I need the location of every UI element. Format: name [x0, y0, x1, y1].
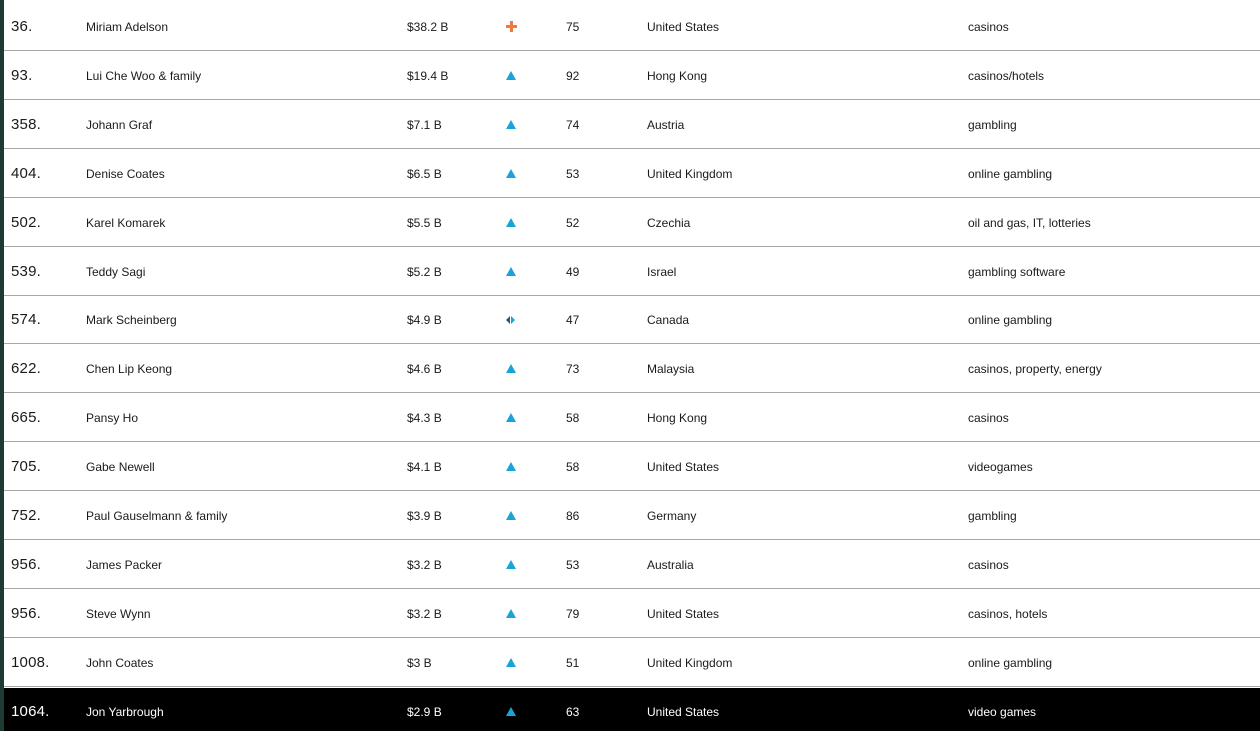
source-cell: casinos/hotels: [968, 69, 1045, 83]
trend-cell: [504, 688, 518, 731]
age-cell: 75: [566, 20, 580, 34]
name-cell: James Packer: [86, 558, 163, 572]
trend-cell: [504, 296, 518, 344]
rank-cell: 93.: [11, 67, 33, 84]
table-row[interactable]: [4, 52, 1260, 100]
country-cell: Canada: [647, 313, 690, 327]
table-row[interactable]: [4, 199, 1260, 247]
source-cell: videogames: [968, 460, 1033, 474]
table-row[interactable]: [4, 150, 1260, 198]
arrow-up-icon: [506, 560, 516, 569]
age-cell: 53: [566, 558, 580, 572]
source-cell: oil and gas, IT, lotteries: [968, 216, 1091, 230]
age-cell: 79: [566, 607, 580, 621]
rank-cell: 956.: [11, 556, 41, 573]
arrow-up-icon: [506, 462, 516, 471]
rank-cell: 622.: [11, 360, 41, 377]
net-worth-cell: $4.6 B: [407, 362, 442, 376]
net-worth-cell: $7.1 B: [407, 118, 442, 132]
name-cell: Miriam Adelson: [86, 20, 169, 34]
unchanged-icon: [506, 315, 516, 325]
trend-cell: [504, 150, 518, 198]
age-cell: 51: [566, 656, 580, 670]
table-row[interactable]: [4, 296, 1260, 344]
name-cell: Paul Gauselmann & family: [86, 509, 228, 523]
name-cell: Gabe Newell: [86, 460, 155, 474]
table-row[interactable]: [4, 639, 1260, 687]
arrow-up-icon: [506, 169, 516, 178]
age-cell: 63: [566, 705, 580, 719]
trend-cell: [504, 394, 518, 442]
rank-cell: 956.: [11, 605, 41, 622]
trend-cell: [504, 590, 518, 638]
name-cell: Jon Yarbrough: [86, 705, 164, 719]
trend-cell: [504, 639, 518, 687]
table-row[interactable]: [4, 688, 1260, 731]
table-row[interactable]: [4, 492, 1260, 540]
rank-cell: 358.: [11, 116, 41, 133]
trend-cell: [504, 101, 518, 149]
source-cell: gambling: [968, 118, 1017, 132]
rank-cell: 574.: [11, 311, 41, 328]
source-cell: video games: [968, 705, 1037, 719]
table-row[interactable]: [4, 101, 1260, 149]
source-cell: online gambling: [968, 167, 1053, 181]
source-cell: online gambling: [968, 313, 1053, 327]
arrow-up-icon: [506, 511, 516, 520]
trend-cell: [504, 52, 518, 100]
age-cell: 47: [566, 313, 580, 327]
name-cell: Pansy Ho: [86, 411, 139, 425]
source-cell: casinos: [968, 20, 1009, 34]
name-cell: Karel Komarek: [86, 216, 166, 230]
table-row[interactable]: [4, 3, 1260, 51]
rank-cell: 36.: [11, 18, 33, 35]
rank-cell: 1008.: [11, 654, 50, 671]
country-cell: United Kingdom: [647, 167, 733, 181]
net-worth-cell: $6.5 B: [407, 167, 442, 181]
name-cell: John Coates: [86, 656, 154, 670]
trend-cell: [504, 541, 518, 589]
country-cell: Australia: [647, 558, 694, 572]
age-cell: 53: [566, 167, 580, 181]
rank-cell: 539.: [11, 263, 41, 280]
net-worth-cell: $3.9 B: [407, 509, 442, 523]
arrow-up-icon: [506, 609, 516, 618]
source-cell: gambling: [968, 509, 1017, 523]
rank-cell: 502.: [11, 214, 41, 231]
table-row[interactable]: [4, 248, 1260, 296]
country-cell: Czechia: [647, 216, 691, 230]
arrow-up-icon: [506, 267, 516, 276]
net-worth-cell: $5.2 B: [407, 265, 442, 279]
table-row[interactable]: [4, 590, 1260, 638]
country-cell: Israel: [647, 265, 677, 279]
arrow-up-icon: [506, 658, 516, 667]
age-cell: 92: [566, 69, 580, 83]
source-cell: casinos, hotels: [968, 607, 1048, 621]
country-cell: United States: [647, 20, 720, 34]
country-cell: Austria: [647, 118, 685, 132]
net-worth-cell: $19.4 B: [407, 69, 449, 83]
name-cell: Chen Lip Keong: [86, 362, 173, 376]
net-worth-cell: $4.9 B: [407, 313, 442, 327]
age-cell: 73: [566, 362, 580, 376]
name-cell: Lui Che Woo & family: [86, 69, 202, 83]
name-cell: Denise Coates: [86, 167, 165, 181]
net-worth-cell: $4.1 B: [407, 460, 442, 474]
country-cell: Germany: [647, 509, 697, 523]
country-cell: United Kingdom: [647, 656, 733, 670]
country-cell: Hong Kong: [647, 411, 708, 425]
table-row[interactable]: [4, 345, 1260, 393]
source-cell: casinos: [968, 558, 1009, 572]
table-row[interactable]: [4, 541, 1260, 589]
country-cell: United States: [647, 607, 720, 621]
trend-cell: [504, 199, 518, 247]
country-cell: United States: [647, 705, 720, 719]
arrow-up-icon: [506, 707, 516, 716]
source-cell: gambling software: [968, 265, 1066, 279]
age-cell: 49: [566, 265, 580, 279]
net-worth-cell: $38.2 B: [407, 20, 449, 34]
table-row[interactable]: [4, 443, 1260, 491]
new-plus-icon: [506, 21, 517, 32]
age-cell: 58: [566, 460, 580, 474]
arrow-up-icon: [506, 413, 516, 422]
net-worth-cell: $4.3 B: [407, 411, 442, 425]
table-row[interactable]: [4, 394, 1260, 442]
name-cell: Teddy Sagi: [86, 265, 146, 279]
source-cell: casinos: [968, 411, 1009, 425]
age-cell: 74: [566, 118, 580, 132]
rank-cell: 1064.: [11, 703, 50, 720]
source-cell: online gambling: [968, 656, 1053, 670]
trend-cell: [504, 3, 518, 51]
country-cell: Malaysia: [647, 362, 695, 376]
arrow-up-icon: [506, 218, 516, 227]
name-cell: Steve Wynn: [86, 607, 151, 621]
country-cell: Hong Kong: [647, 69, 708, 83]
age-cell: 52: [566, 216, 580, 230]
age-cell: 58: [566, 411, 580, 425]
source-cell: casinos, property, energy: [968, 362, 1102, 376]
trend-cell: [504, 492, 518, 540]
net-worth-cell: $5.5 B: [407, 216, 442, 230]
name-cell: Johann Graf: [86, 118, 153, 132]
arrow-up-icon: [506, 120, 516, 129]
net-worth-cell: $2.9 B: [407, 705, 442, 719]
net-worth-cell: $3 B: [407, 656, 432, 670]
trend-cell: [504, 443, 518, 491]
trend-cell: [504, 345, 518, 393]
rank-cell: 404.: [11, 165, 41, 182]
trend-cell: [504, 248, 518, 296]
arrow-up-icon: [506, 71, 516, 80]
net-worth-cell: $3.2 B: [407, 558, 442, 572]
rank-cell: 752.: [11, 507, 41, 524]
net-worth-cell: $3.2 B: [407, 607, 442, 621]
arrow-up-icon: [506, 364, 516, 373]
name-cell: Mark Scheinberg: [86, 313, 177, 327]
rank-cell: 705.: [11, 458, 41, 475]
rank-cell: 665.: [11, 409, 41, 426]
age-cell: 86: [566, 509, 580, 523]
country-cell: United States: [647, 460, 720, 474]
